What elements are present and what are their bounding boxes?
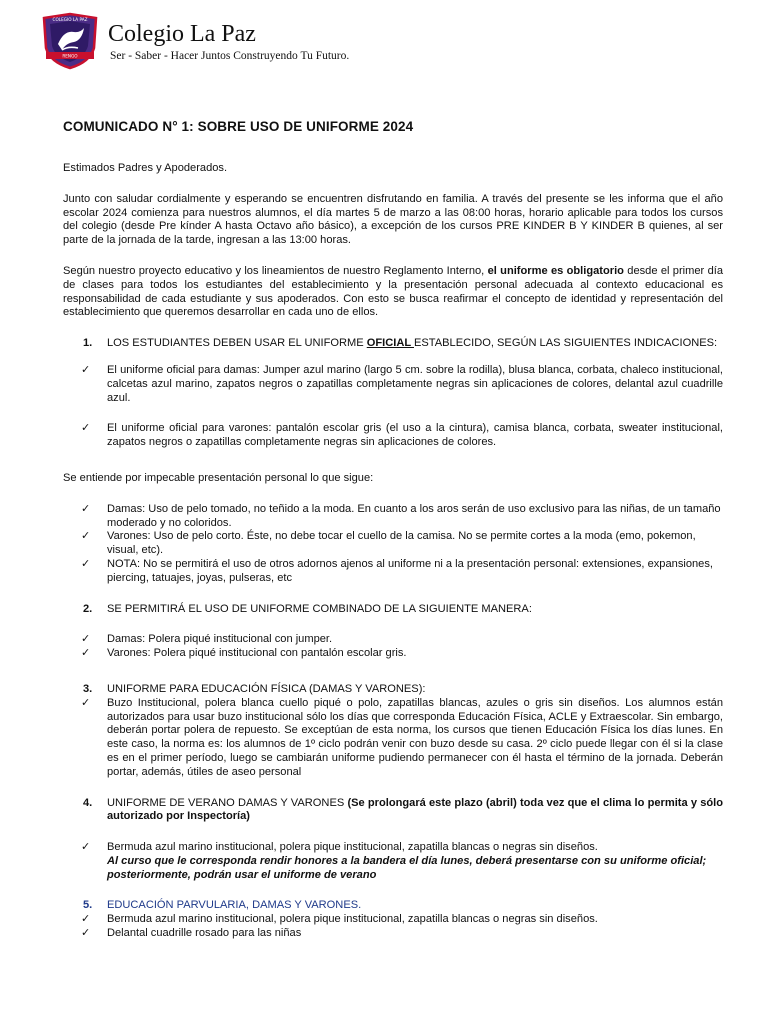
paragraph-start-date: Junto con saludar cordialmente y esperando se encuentren disfrutando en familia. A través del presente se les informa que el año escolar 2024 comienza para nuestros alumnos, el día martes 5 de marzo a las 08:00 horas, horario aplicable para todos los cursos del colegio (desde Pre kínder A hasta Octavo año básico), a excepción de los cursos PRE KINDER B Y KINDER B quienes, al ser parte de la jornada de la tarde, ingresan a las 13:00 horas. (63, 192, 723, 247)
check-icon: ✓ (81, 633, 91, 646)
list-item: ✓ NOTA: No se permitirá el uso de otros adornos ajenos al uniforme ni a la presentación personal: extensiones, expansiones, piercing, tatuajes, joyas, pulseras, etc (63, 558, 723, 586)
list-item: ✓ Bermuda azul marino institucional, polera pique institucional, zapatilla blancas o negras sin diseños. Al curso que le corresponda rendir honores a la bandera el día lunes, deberá presentarse con su uniforme oficial; posteriormente, podrán usar el uniforme de verano (63, 841, 723, 882)
list-item: ✓ Buzo Institucional, polera blanca cuello piqué o polo, zapatillas blancas, azules o gris sin diseños. Los alumnos están autorizados para usar buzo institucional sólo los días que corresponda Educación Física, ACLE y Extraescolar. Sin embargo, deberán portar polera de repuesto. Se exceptúan de esta norma, los cursos que tienen Educación Física los días lunes. En este caso, la norma es: los alumnos de 1º ciclo podrán venir con buzo desde su casa. 2º ciclo puede llegar con él si la clase es en el primer período, luego se cambiarán uniforme pudiendo permanecer con él hasta el término de la jornada. Deberán portar, además, útiles de aseo personal (63, 697, 723, 780)
school-name: Colegio La Paz (108, 21, 256, 47)
check-icon: ✓ (81, 913, 91, 926)
list-item: ✓ Bermuda azul marino institucional, polera pique institucional, zapatilla blancas o negras sin diseños. (63, 913, 723, 927)
paragraph-uniform-policy: Según nuestro proyecto educativo y los lineamientos de nuestro Reglamento Interno, el uniforme es obligatorio desde el primer día de clases para todos los estudiantes del establecimiento y la presentación personal adecuada al contexto educacional es responsabilidad de cada estudiante y sus apoderados. Con esto se busca reafirmar el concepto de identidad y representación del establecimiento que queremos desarrollar en cada uno de ellos. (63, 264, 723, 319)
check-icon: ✓ (81, 927, 91, 940)
list-item: ✓ El uniforme oficial para varones: pantalón escolar gris (el uso a la cintura), camisa blanca, corbata, sweater institucional, zapatos negros o zapatillas completamente negras sin aplicaciones de colores. (63, 422, 723, 450)
list-item: ✓ Damas: Uso de pelo tomado, no teñido a la moda. En cuanto a los aros serán de uso exclusivo para las niñas, de un tamaño moderado y no coloridos. (63, 503, 723, 531)
school-motto: Ser - Saber - Hacer Juntos Construyendo Tu Futuro. (110, 50, 350, 62)
check-icon: ✓ (81, 647, 91, 660)
svg-text:RENGO: RENGO (62, 53, 78, 59)
greeting: Estimados Padres y Apoderados. (63, 162, 228, 174)
check-icon: ✓ (81, 530, 91, 543)
check-icon: ✓ (81, 502, 91, 515)
section-4-heading: 4. UNIFORME DE VERANO DAMAS Y VARONES (Se prolongará este plazo (abril) toda vez que el clima lo permita y sólo autorizado por Inspectoría) (83, 796, 724, 823)
section-3-heading: 3. UNIFORME PARA EDUCACIÓN FÍSICA (DAMAS Y VARONES): (83, 682, 426, 695)
section-1-heading: 1. LOS ESTUDIANTES DEBEN USAR EL UNIFORME OFICIAL ESTABLECIDO, SEGÚN LAS SIGUIENTES INDICACIONES: (83, 337, 718, 350)
check-icon: ✓ (81, 557, 91, 570)
section-5-heading: 5. EDUCACIÓN PARVULARIA, DAMAS Y VARONES. (83, 899, 362, 912)
check-icon: ✓ (81, 422, 91, 435)
honores-note: Al curso que le corresponda rendir honores a la bandera el día lunes, deberá presentarse con su uniforme oficial; posteriormente, podrán usar el uniforme de verano (107, 854, 707, 881)
document-body (63, 162, 723, 941)
list-item: ✓ Varones: Uso de pelo corto. Éste, no debe tocar el cuello de la camisa. No se permite cortes a la moda (emo, pokemon, visual, etc). (63, 530, 723, 558)
list-item: ✓ Damas: Polera piqué institucional con jumper. (63, 633, 723, 647)
list-item: ✓ El uniforme oficial para damas: Jumper azul marino (largo 5 cm. sobre la rodilla), blusa blanca, corbata, chaleco institucional, calcetas azul marino, zapatos negros o zapatillas completamente negras sin aplicaciones de colores, delantal azul cuadrille azul. (63, 364, 723, 405)
school-crest-logo (40, 12, 100, 70)
list-item: ✓ Varones: Polera piqué institucional con pantalón escolar gris. (63, 647, 723, 661)
document-title: COMUNICADO N° 1: SOBRE USO DE UNIFORME 2024 (63, 119, 414, 134)
section-2-heading: 2. SE PERMITIRÁ EL USO DE UNIFORME COMBINADO DE LA SIGUIENTE MANERA: (83, 602, 532, 615)
check-icon: ✓ (81, 841, 91, 854)
check-icon: ✓ (81, 363, 91, 376)
list-item: ✓ Delantal cuadrille rosado para las niñas (63, 927, 723, 941)
presentation-intro: Se entiende por impecable presentación personal lo que sigue: (63, 471, 374, 484)
check-icon: ✓ (81, 696, 91, 709)
svg-text:COLEGIO LA PAZ: COLEGIO LA PAZ (52, 17, 88, 22)
